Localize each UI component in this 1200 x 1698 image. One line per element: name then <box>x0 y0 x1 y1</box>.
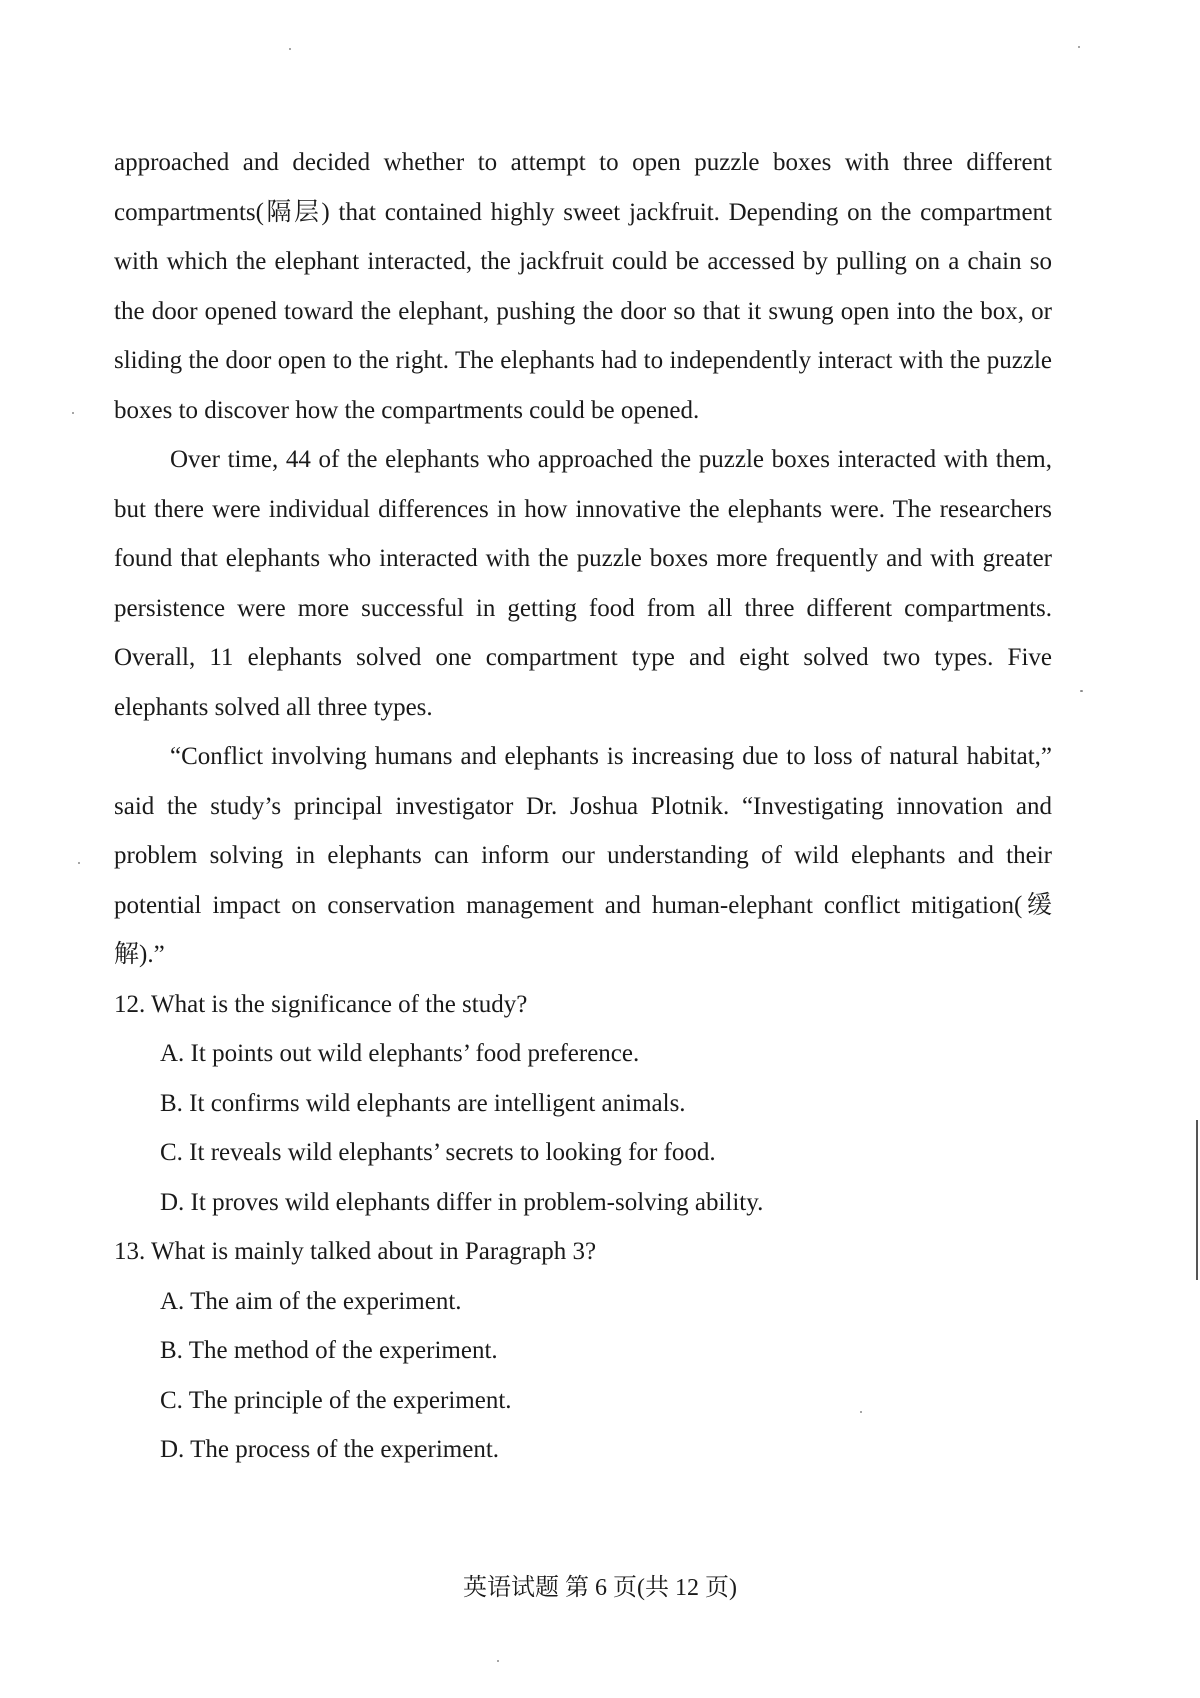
question-13-option-d: D. The process of the experiment. <box>160 1436 500 1463</box>
question-12 <box>114 980 1052 1228</box>
question-12-option-a: A. It points out wild elephants’ food preference. <box>160 1040 640 1067</box>
scan-speck <box>497 1660 499 1662</box>
question-12-stem: 12. What is the significance of the study? <box>114 990 528 1018</box>
question-13 <box>114 1227 1052 1475</box>
question-12-option-d: D. It proves wild elephants differ in problem-solving ability. <box>160 1188 764 1216</box>
page-footer: 英语试题 第 6 页(共 12 页) <box>463 1575 737 1601</box>
scan-speck <box>72 412 74 414</box>
question-13-option-b: B. The method of the experiment. <box>160 1337 498 1364</box>
scan-speck <box>1080 690 1083 692</box>
passage-paragraph-2: Over time, 44 of the elephants who approached the puzzle boxes interacted with them, but there were individual differences in how innovative the elephants were. The researchers found that elephants who interacted with the puzzle boxes more frequently and with greater persistence were more successful in getting food from all three different compartments. Overall, 11 elephants solved one compartment type and eight solved two types. Five elephants solved all three types. <box>114 446 1052 721</box>
question-12-options <box>114 1029 1052 1227</box>
question-13-option-a: A. The aim of the experiment. <box>160 1287 462 1315</box>
scan-speck <box>860 1411 862 1413</box>
passage-paragraph-1: approached and decided whether to attempt to open puzzle boxes with three different compartments(隔层) that contained highly sweet jackfruit. Depending on the compartment with which the elephant interacted, the jackfruit could be accessed by pulling on a chain so the door opened toward the elephant, pushing the door so that it swung open into the box, or sliding the door open to the right. The elephants had to independently interact with the puzzle boxes to discover how the compartments could be opened. <box>114 149 1052 424</box>
question-13-option-c: C. The principle of the experiment. <box>160 1386 512 1414</box>
scan-speck <box>1078 46 1080 48</box>
scan-edge-line <box>1196 1120 1198 1280</box>
question-13-options <box>114 1277 1052 1475</box>
scan-speck <box>289 48 291 50</box>
page-content <box>114 138 1052 1475</box>
question-12-option-b: B. It confirms wild elephants are intelligent animals. <box>160 1089 686 1117</box>
scan-speck <box>78 862 80 864</box>
question-13-stem: 13. What is mainly talked about in Paragraph 3? <box>114 1238 597 1265</box>
question-12-option-c: C. It reveals wild elephants’ secrets to looking for food. <box>160 1139 716 1166</box>
passage-paragraph-3: “Conflict involving humans and elephants is increasing due to loss of natural habitat,” said the study’s principal investigator Dr. Joshua Plotnik. “Investigating innovation and problem solving in elephants can inform our understanding of wild elephants and their potential impact on conservation management and human-elephant conflict mitigation(缓解).” <box>114 743 1052 968</box>
